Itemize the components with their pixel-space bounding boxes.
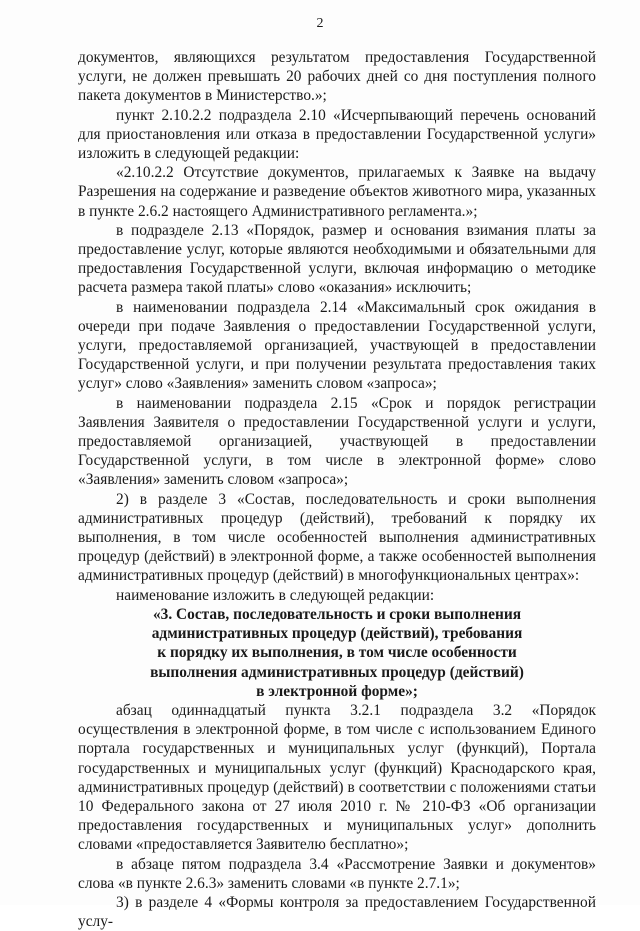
page-number: 2	[316, 16, 324, 31]
section-heading	[78, 605, 596, 701]
paragraph: в наименовании подраздела 2.15 «Срок и порядок регистрации Заявления Заявителя о предоставлении Государственной услуги и услуги, предоставляемой организацией, участвующей в предоставлении Государственной услуги, в том числе в электронной форме» слово «Заявления» заменить словом «запроса»;	[78, 394, 596, 489]
paragraph: 3) в разделе 4 «Формы контроля за предоставлением Государственной услу-	[78, 893, 596, 931]
heading-line: «3. Состав, последовательность и сроки выполнения	[152, 605, 522, 623]
paragraph: в наименовании подраздела 2.14 «Максимальный срок ожидания в очереди при подаче Заявления о предоставлении Государственной услуги, услуги, предоставляемой организацией, участвующей в предоставлении Государственной услуги, и при получении результата предоставления таких услуг» слово «Заявления» заменить словом «запроса»;	[78, 298, 596, 393]
paragraph: в абзаце пятом подраздела 3.4 «Рассмотрение Заявки и документов» слова «в пункте 2.6.3» заменить словами «в пункте 2.7.1»;	[78, 855, 596, 892]
document-body	[78, 48, 596, 931]
heading-line: выполнения административных процедур (действий)	[150, 663, 524, 681]
heading-line: в электронной форме»;	[256, 682, 418, 700]
paragraph: документов, являющихся результатом предоставления Государственной услуги, не должен превышать 20 рабочих дней со дня поступления полного пакета документов в Министерство.»;	[78, 49, 596, 105]
paragraph: в подразделе 2.13 «Порядок, размер и основания взимания платы за предоставление услуг, которые являются необходимыми и обязательными для предоставления Государственной услуги, включая информацию о методике расчета размера такой платы» слово «оказания» исключить;	[78, 221, 596, 297]
paragraph: наименование изложить в следующей редакции:	[116, 586, 435, 604]
paragraph: абзац одиннадцатый пункта 3.2.1 подраздела 3.2 «Порядок осуществления в электронной форме, в том числе с использованием Единого портала государственных и муниципальных услуг (функций), Портала государственных и муниципальных услуг (функций) Краснодарского края, административных процедур (действий) в соответствии с положениями статьи 10 Федерального закона от 27 июля 2010 г. № 210-ФЗ «Об организации предоставления государственных и муниципальных услуг» дополнить словами «предоставляется Заявителю бесплатно»;	[78, 701, 596, 854]
paragraph: «2.10.2.2 Отсутствие документов, прилагаемых к Заявке на выдачу Разрешения на содержание и разведение объектов животного мира, указанных в пункте 2.6.2 настоящего Административного регламента.»;	[78, 164, 596, 220]
heading-line: к порядку их выполнения, в том числе особенности	[157, 644, 517, 662]
paragraph: 2) в разделе 3 «Состав, последовательность и сроки выполнения административных процедур (действий), требований к порядку их выполнения, в том числе особенностей выполнения административных процедур (действий) в электронной форме, а также особенностей выполнения административных процедур (действий) в многофункциональных центрах»:	[78, 490, 596, 585]
heading-line: административных процедур (действий), требования	[151, 625, 523, 643]
paragraph: пункт 2.10.2.2 подраздела 2.10 «Исчерпывающий перечень оснований для приостановления или отказа в предоставлении Государственной услуги» изложить в следующей редакции:	[78, 106, 596, 163]
